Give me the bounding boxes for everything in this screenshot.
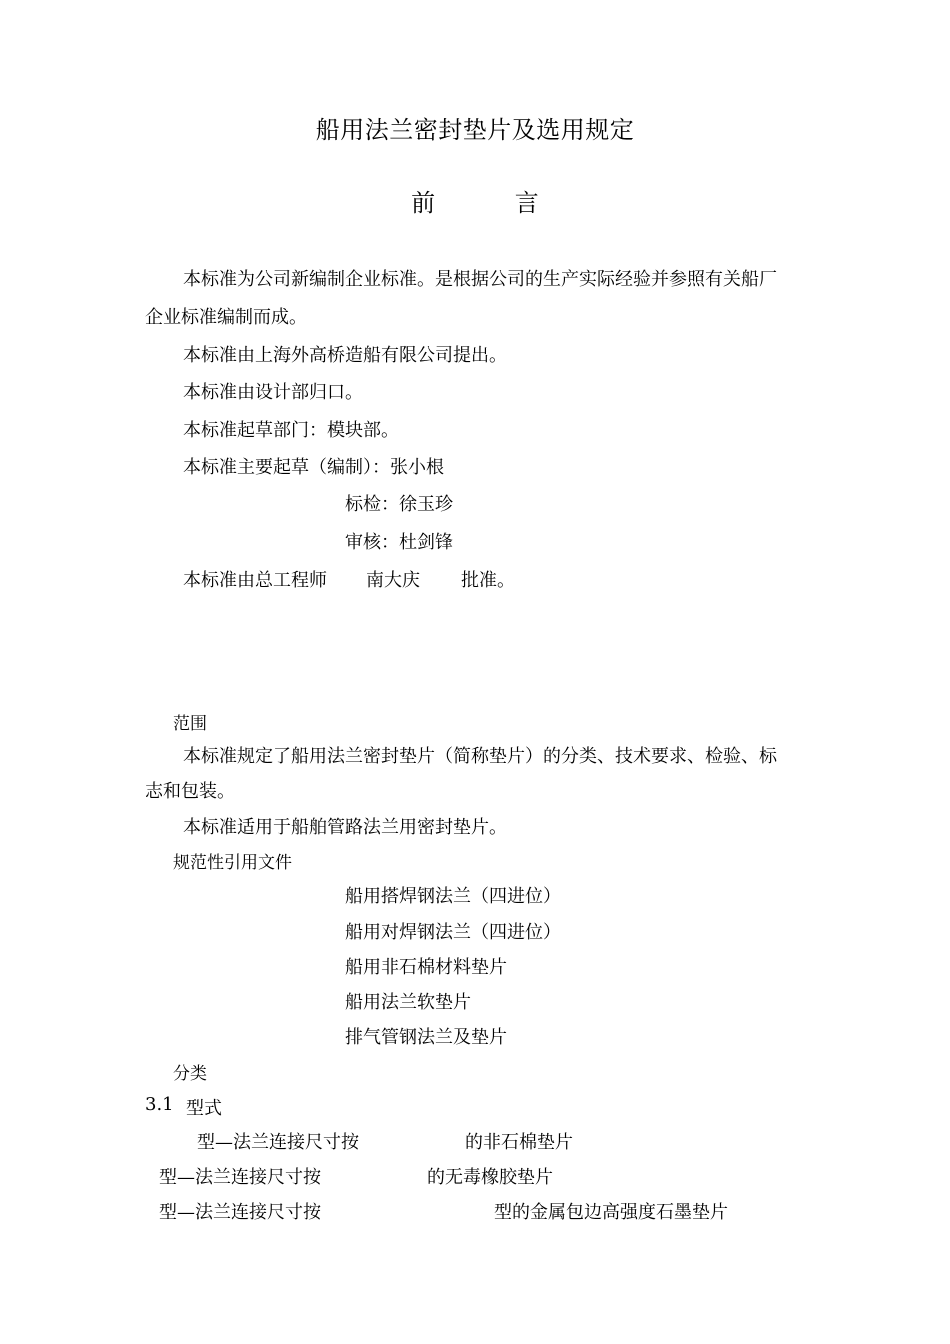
scope-applicability: 本标准适用于船舶管路法兰用密封垫片。: [183, 817, 507, 838]
normative-ref-item: 船用搭焊钢法兰（四进位）: [345, 886, 561, 907]
classification-heading: 分类: [173, 1064, 207, 1084]
proposed-by-line: 本标准由上海外高桥造船有限公司提出。: [183, 345, 507, 366]
centralized-by-line: 本标准由设计部归口。: [183, 382, 363, 403]
main-drafter-line: 本标准主要起草（编制）：张小根: [183, 457, 444, 478]
subsection-title: 型式: [186, 1098, 222, 1119]
normative-ref-item: 船用法兰软垫片: [345, 992, 471, 1013]
normative-ref-item: 船用对焊钢法兰（四进位）: [345, 922, 561, 943]
normative-refs-heading: 规范性引用文件: [173, 853, 292, 873]
reviewer-line: 审核：杜剑锋: [345, 532, 453, 553]
scope-paragraph-line2: 志和包装。: [145, 781, 235, 802]
type1-text-a: 型—法兰连接尺寸按: [197, 1132, 359, 1153]
subsection-number: 3.1: [145, 1094, 174, 1115]
document-title: 船用法兰密封垫片及选用规定: [315, 116, 635, 144]
type1-text-b: 的非石棉垫片: [465, 1132, 573, 1153]
approved-name: 南大庆: [366, 570, 420, 591]
approved-suffix: 批准。: [461, 570, 515, 591]
normative-ref-item: 船用非石棉材料垫片: [345, 957, 507, 978]
type3-text-b: 型的金属包边高强度石墨垫片: [494, 1202, 728, 1223]
normative-ref-item: 排气管钢法兰及垫片: [345, 1027, 507, 1048]
approved-prefix: 本标准由总工程师: [183, 570, 327, 591]
preface-paragraph-line2: 企业标准编制而成。: [145, 307, 307, 328]
type2-text-a: 型—法兰连接尺寸按: [159, 1167, 321, 1188]
drafting-dept-line: 本标准起草部门：模块部。: [183, 420, 399, 441]
preface-heading: 前 言: [411, 189, 575, 217]
preface-paragraph-line1: 本标准为公司新编制企业标准。是根据公司的生产实际经验并参照有关船厂: [183, 269, 777, 290]
scope-paragraph-line1: 本标准规定了船用法兰密封垫片（简称垫片）的分类、技术要求、检验、标: [183, 746, 777, 767]
type3-text-a: 型—法兰连接尺寸按: [159, 1202, 321, 1223]
scope-heading: 范围: [173, 714, 207, 734]
type2-text-b: 的无毒橡胶垫片: [427, 1167, 553, 1188]
checker-line: 标检：徐玉珍: [345, 494, 453, 515]
